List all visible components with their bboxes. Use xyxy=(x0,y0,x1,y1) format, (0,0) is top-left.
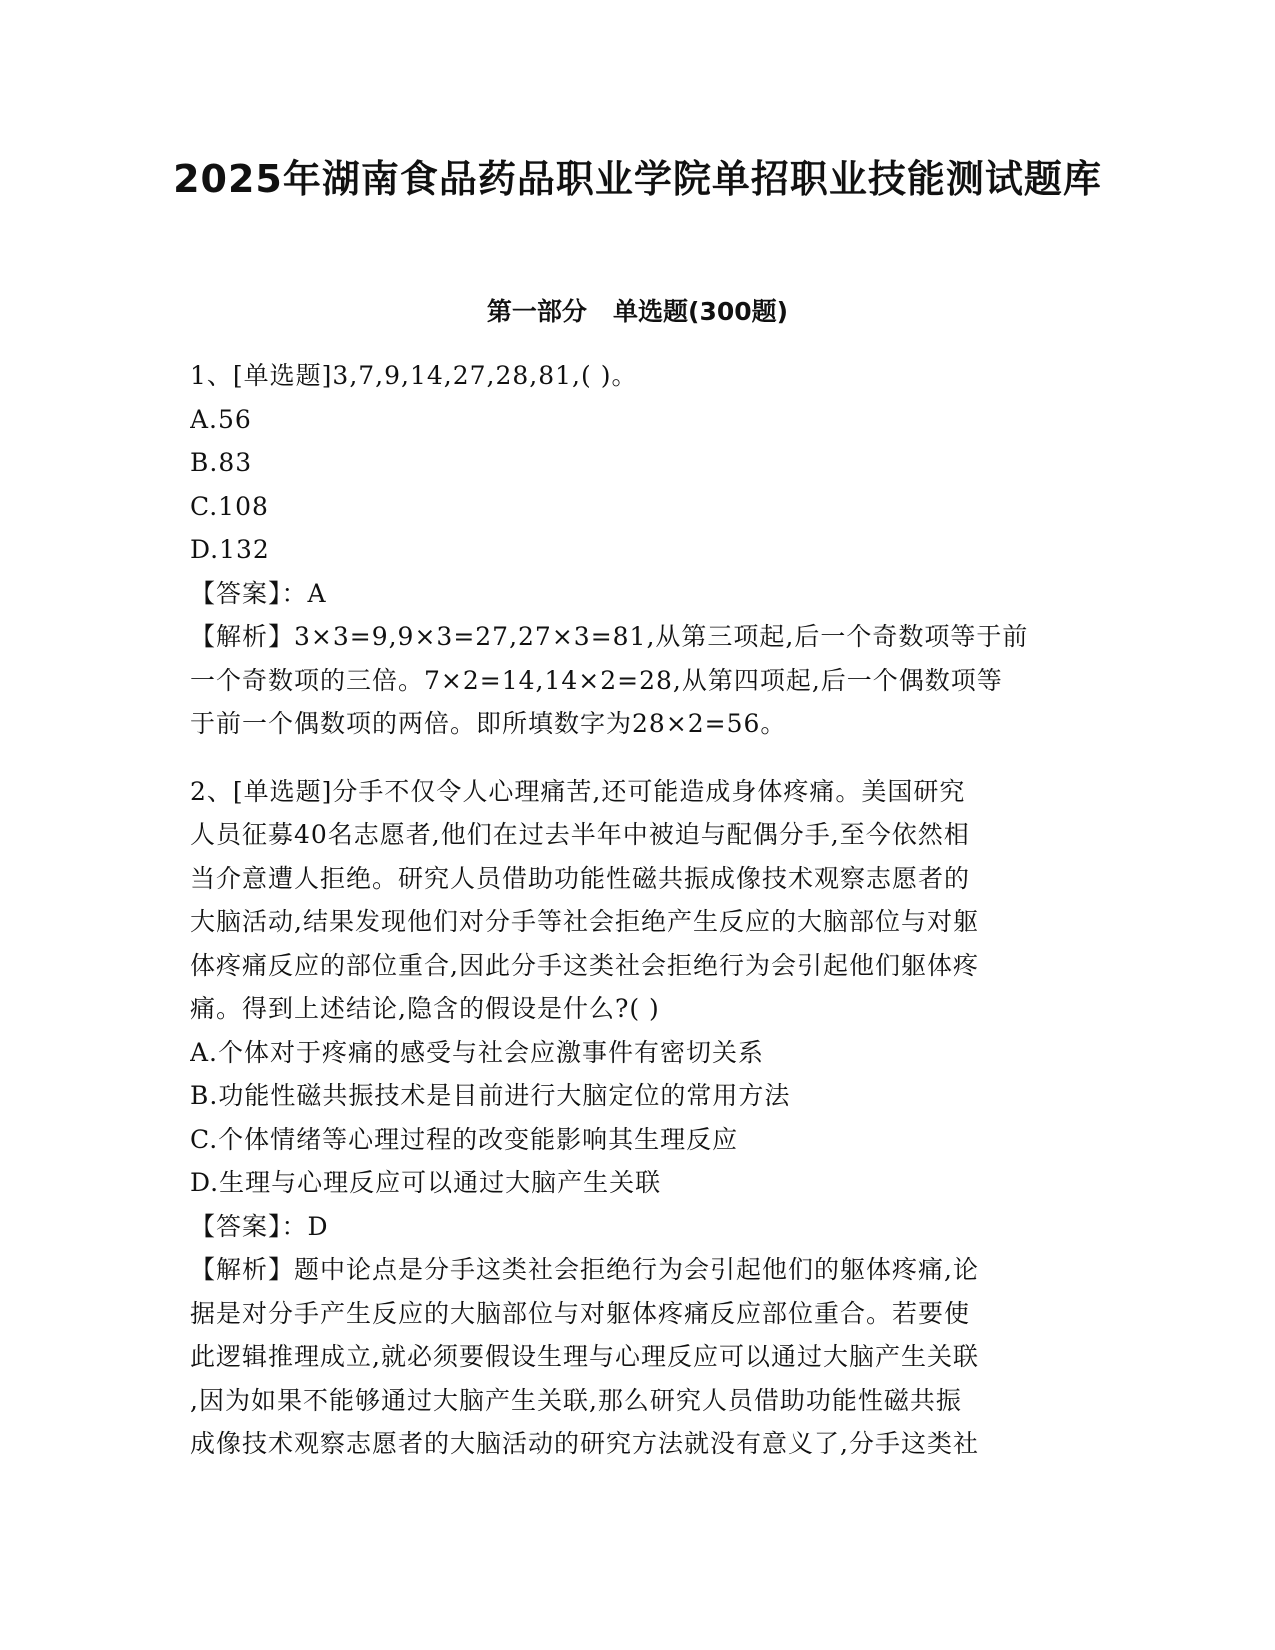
question-1-option-c: C.108 xyxy=(190,491,269,521)
question-2-answer: 【答案】：D xyxy=(190,1211,329,1241)
section-heading: 第一部分 单选题(300题) xyxy=(486,297,789,326)
question-1-analysis-line-2: 一个奇数项的三倍。7×2=14,14×2=28,从第四项起,后一个偶数项等 xyxy=(190,665,1003,695)
question-1-option-b: B.83 xyxy=(190,448,253,477)
question-2-option-c: C.个体情绪等心理过程的改变能影响其生理反应 xyxy=(190,1124,739,1154)
question-2-analysis-line-5: 成像技术观察志愿者的大脑活动的研究方法就没有意义了,分手这类社 xyxy=(190,1429,979,1458)
question-2-stem-line-3: 当介意遭人拒绝。研究人员借助功能性磁共振成像技术观察志愿者的 xyxy=(190,863,971,893)
question-2-option-b: B.功能性磁共振技术是目前进行大脑定位的常用方法 xyxy=(190,1081,791,1110)
question-2-option-a: A.个体对于疼痛的感受与社会应激事件有密切关系 xyxy=(190,1037,765,1067)
question-1-option-d: D.132 xyxy=(190,535,270,564)
question-2-analysis-line-1: 【解析】题中论点是分手这类社会拒绝行为会引起他们的躯体疼痛,论 xyxy=(190,1255,979,1284)
question-2-analysis-line-4: ,因为如果不能够通过大脑产生关联,那么研究人员借助功能性磁共振 xyxy=(190,1385,962,1415)
question-2-analysis-line-2: 据是对分手产生反应的大脑部位与对躯体疼痛反应部位重合。若要使 xyxy=(190,1298,971,1328)
question-list xyxy=(190,354,1090,1466)
question-1-answer: 【答案】：A xyxy=(190,578,327,608)
question-1-option-a: A.56 xyxy=(190,404,252,434)
document-title: 2025年湖南食品药品职业学院单招职业技能测试题库 xyxy=(173,157,1102,201)
question-2 xyxy=(190,770,1090,1466)
question-2-stem-line-6: 痛。得到上述结论,隐含的假设是什么?( ) xyxy=(190,994,660,1023)
question-spacer xyxy=(190,746,1090,770)
question-2-stem-line-1: 2、[单选题]分手不仅令人心理痛苦,还可能造成身体疼痛。美国研究 xyxy=(190,776,966,806)
question-1-analysis-line-1: 【解析】3×3=9,9×3=27,27×3=81,从第三项起,后一个奇数项等于前 xyxy=(190,622,1029,651)
question-2-stem-line-5: 体疼痛反应的部位重合,因此分手这类社会拒绝行为会引起他们躯体疼 xyxy=(190,950,979,980)
question-1-analysis-line-3: 于前一个偶数项的两倍。即所填数字为28×2=56。 xyxy=(190,709,787,738)
question-1 xyxy=(190,354,1090,746)
question-2-option-d: D.生理与心理反应可以通过大脑产生关联 xyxy=(190,1168,662,1197)
question-2-analysis-line-3: 此逻辑推理成立,就必须要假设生理与心理反应可以通过大脑产生关联 xyxy=(190,1342,979,1371)
question-2-stem-line-2: 人员征募40名志愿者,他们在过去半年中被迫与配偶分手,至今依然相 xyxy=(190,820,970,849)
question-1-stem-line: 1、[单选题]3,7,9,14,27,28,81,( )。 xyxy=(190,361,638,390)
question-2-stem-line-4: 大脑活动,结果发现他们对分手等社会拒绝产生反应的大脑部位与对躯 xyxy=(190,907,979,936)
